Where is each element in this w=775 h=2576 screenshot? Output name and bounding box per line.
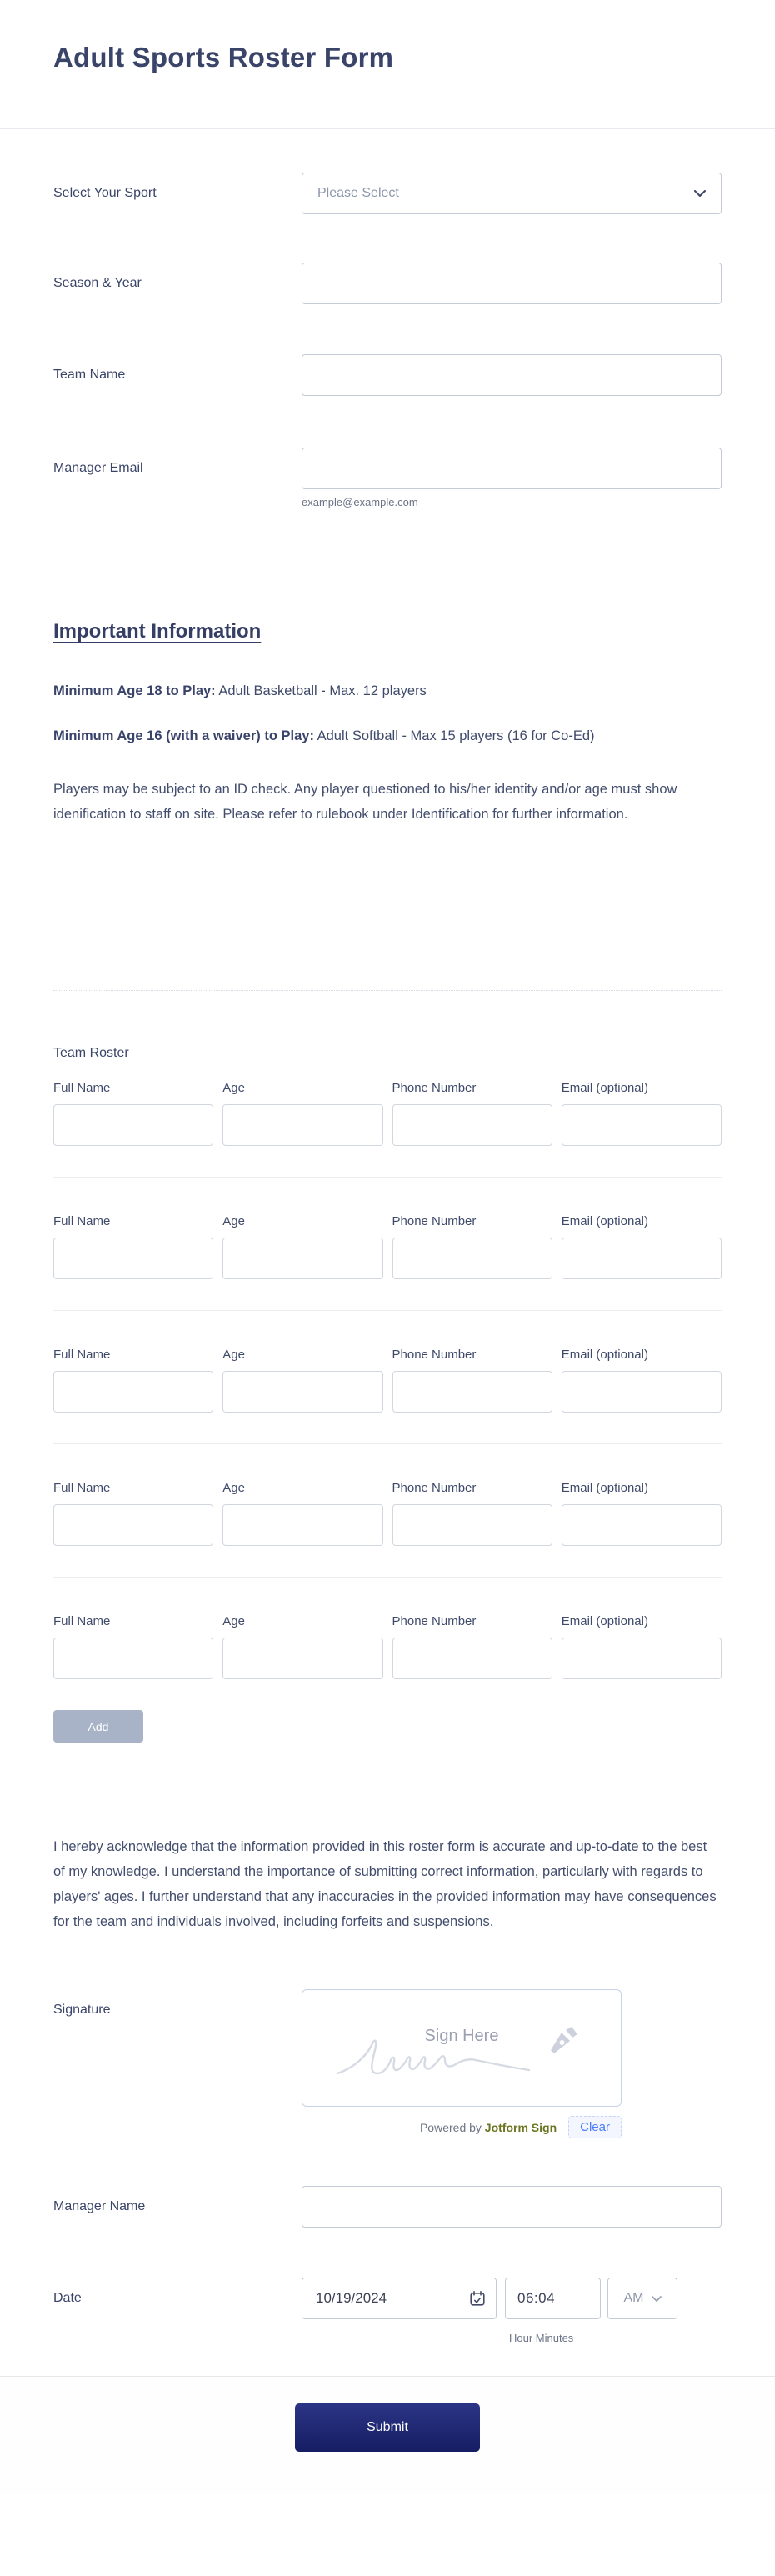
full-name-input[interactable] <box>53 1504 213 1546</box>
age-input[interactable] <box>222 1238 382 1279</box>
phone-input[interactable] <box>392 1238 552 1279</box>
time-input[interactable] <box>505 2278 601 2319</box>
sport-select[interactable] <box>302 173 722 214</box>
ampm-value: AM <box>623 2291 644 2305</box>
form-body <box>0 173 775 2344</box>
question-manager-email <box>53 448 722 508</box>
add-row-button[interactable]: Add <box>53 1710 143 1743</box>
roster-row-separator <box>53 1177 722 1178</box>
phone-input[interactable] <box>392 1638 552 1679</box>
clear-signature-button[interactable]: Clear <box>568 2116 622 2138</box>
rule-text: Adult Basketball - Max. 12 players <box>215 683 427 698</box>
sign-here-text: Sign Here <box>424 2027 499 2045</box>
page-title: Adult Sports Roster Form <box>53 42 394 73</box>
roster-cell-email <box>562 1614 722 1679</box>
column-header: Phone Number <box>392 1348 477 1362</box>
date-input[interactable] <box>302 2278 497 2319</box>
column-header: Email (optional) <box>561 1214 648 1228</box>
rule-line <box>53 723 722 748</box>
date-label: Date <box>53 2291 82 2305</box>
roster-row-separator <box>53 1577 722 1578</box>
acknowledgment-text: I hereby acknowledge that the information provided in this roster form is accurate and up-to-date to the best of my knowledge. I understand the importance of submitting correct information, particularly with regards to players' ages. I further understand that any inaccuracies in the provided information may have consequences for the team and individuals involved, including forfeits and suspensions. <box>53 1839 717 1929</box>
rule-line <box>53 678 722 703</box>
manager-email-label: Manager Email <box>53 461 143 475</box>
email-input[interactable] <box>562 1504 722 1546</box>
question-season <box>53 263 722 304</box>
rule-text: Adult Softball - Max 15 players (16 for Co-Ed) <box>313 728 595 743</box>
column-header: Age <box>222 1481 245 1495</box>
roster-cell-email <box>562 1348 722 1413</box>
age-input[interactable] <box>222 1104 382 1146</box>
roster-row <box>53 1481 722 1578</box>
column-header: Phone Number <box>392 1481 477 1495</box>
roster-row <box>53 1214 722 1311</box>
age-input[interactable] <box>222 1371 382 1413</box>
signature-squiggle-graphic <box>336 2037 539 2083</box>
jotform-sign-brand: Jotform Sign <box>484 2120 558 2134</box>
email-input[interactable] <box>562 1104 722 1146</box>
column-header: Phone Number <box>392 1214 477 1228</box>
signature-footer <box>302 2116 622 2138</box>
question-manager-name <box>53 2186 722 2228</box>
roster-cell-full-name <box>53 1481 213 1546</box>
roster-cell-age <box>222 1081 382 1146</box>
age-input[interactable] <box>222 1504 382 1546</box>
column-header: Full Name <box>53 1214 111 1228</box>
ampm-select[interactable] <box>608 2278 678 2319</box>
sport-select-value: Please Select <box>318 186 399 200</box>
team-name-label: Team Name <box>53 368 126 382</box>
age-input[interactable] <box>222 1638 382 1679</box>
roster-row-separator <box>53 1443 722 1444</box>
column-header: Email (optional) <box>561 1348 648 1362</box>
form-header <box>0 0 775 129</box>
roster-cell-age <box>222 1481 382 1546</box>
signature-label: Signature <box>53 2003 111 2017</box>
roster-cell-age <box>222 1214 382 1279</box>
question-date <box>53 2278 722 2344</box>
phone-input[interactable] <box>392 1104 552 1146</box>
section-divider <box>53 990 722 991</box>
roster-row-separator <box>53 1310 722 1311</box>
question-signature <box>53 1989 722 2138</box>
column-header: Full Name <box>53 1348 111 1362</box>
chevron-down-icon <box>652 2291 662 2306</box>
signature-pad[interactable] <box>302 1989 622 2107</box>
roster-cell-full-name <box>53 1348 213 1413</box>
roster-cell-phone <box>392 1214 552 1279</box>
rule-bold: Minimum Age 16 (with a waiver) to Play: <box>53 728 314 743</box>
chevron-down-icon <box>694 186 706 201</box>
section-team-roster <box>53 1046 722 1743</box>
submit-section <box>0 2376 775 2494</box>
manager-name-input[interactable] <box>302 2186 722 2228</box>
email-input[interactable] <box>562 1371 722 1413</box>
roster-cell-full-name <box>53 1614 213 1679</box>
full-name-input[interactable] <box>53 1371 213 1413</box>
column-header: Phone Number <box>392 1081 477 1095</box>
roster-cell-full-name <box>53 1214 213 1279</box>
column-header: Email (optional) <box>561 1081 648 1095</box>
roster-row <box>53 1614 722 1679</box>
full-name-input[interactable] <box>53 1638 213 1679</box>
column-header: Full Name <box>53 1481 111 1495</box>
manager-email-hint: example@example.com <box>302 496 418 508</box>
question-team-name <box>53 354 722 396</box>
column-header: Email (optional) <box>561 1614 648 1628</box>
team-name-input[interactable] <box>302 354 722 396</box>
manager-name-label: Manager Name <box>53 2199 146 2213</box>
roster-label: Team Roster <box>53 1046 129 1060</box>
column-header: Age <box>222 1214 245 1228</box>
roster-cell-email <box>562 1214 722 1279</box>
roster-cell-age <box>222 1348 382 1413</box>
roster-row <box>53 1081 722 1178</box>
roster-cell-phone <box>392 1481 552 1546</box>
column-header: Age <box>222 1614 245 1628</box>
column-header: Age <box>222 1081 245 1095</box>
roster-table <box>53 1081 722 1679</box>
email-input[interactable] <box>562 1638 722 1679</box>
column-header: Phone Number <box>392 1614 477 1628</box>
rule-bold: Minimum Age 18 to Play: <box>53 683 216 698</box>
section-important-info <box>53 620 722 827</box>
roster-cell-phone <box>392 1614 552 1679</box>
column-header: Age <box>222 1348 245 1362</box>
phone-input[interactable] <box>392 1371 552 1413</box>
submit-button[interactable]: Submit <box>295 2403 480 2452</box>
column-header: Full Name <box>53 1081 111 1095</box>
season-label: Season & Year <box>53 276 142 290</box>
sport-label: Select Your Sport <box>53 186 157 200</box>
roster-row <box>53 1348 722 1444</box>
calendar-check-icon[interactable] <box>469 2290 486 2307</box>
roster-cell-email <box>562 1481 722 1546</box>
column-header: Email (optional) <box>561 1481 648 1495</box>
roster-cell-email <box>562 1081 722 1146</box>
pen-nib-icon <box>546 2023 581 2063</box>
powered-by-label: Powered by <box>419 2120 482 2134</box>
season-input[interactable] <box>302 263 722 304</box>
roster-cell-phone <box>392 1348 552 1413</box>
roster-cell-full-name <box>53 1081 213 1146</box>
question-sport <box>53 173 722 214</box>
column-header: Full Name <box>53 1614 111 1628</box>
powered-by-text <box>420 2121 557 2134</box>
roster-cell-phone <box>392 1081 552 1146</box>
phone-input[interactable] <box>392 1504 552 1546</box>
time-hint: Hour Minutes <box>509 2332 574 2344</box>
full-name-input[interactable] <box>53 1104 213 1146</box>
roster-cell-age <box>222 1614 382 1679</box>
manager-email-input[interactable] <box>302 448 722 489</box>
email-input[interactable] <box>562 1238 722 1279</box>
full-name-input[interactable] <box>53 1238 213 1279</box>
important-info-heading: Important Information <box>53 620 262 643</box>
id-check-paragraph: Players may be subject to an ID check. Any player questioned to his/her identity and/or age must show idenification to staff on site. Please refer to rulebook under Identification for further information. <box>53 782 678 822</box>
